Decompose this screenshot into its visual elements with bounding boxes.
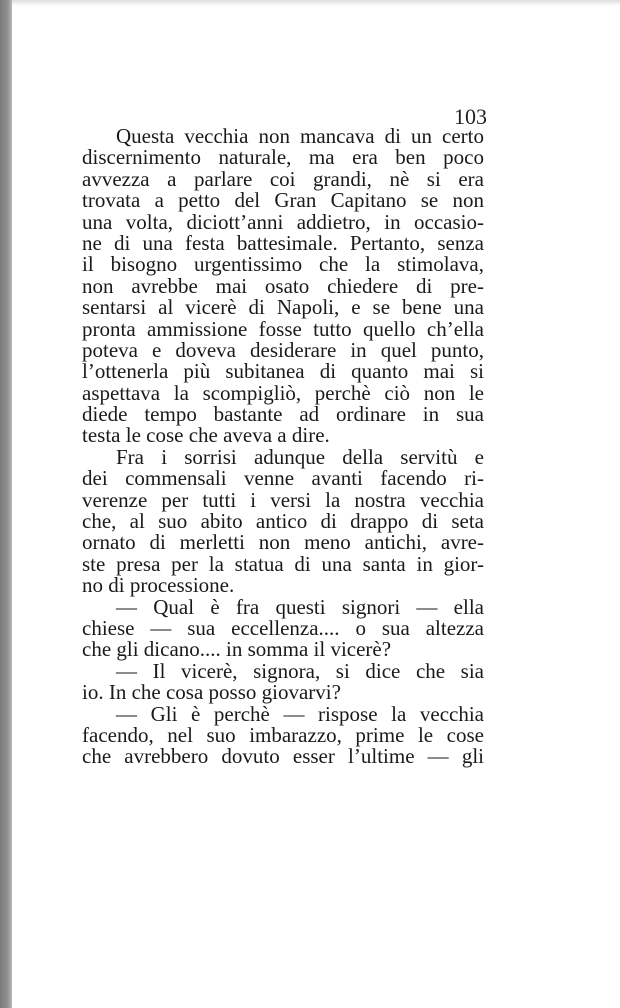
text-line: io. In che cosa posso giovarvi? (82, 680, 341, 705)
text-line: chiese — sua eccellenza.... o sua altezza (82, 615, 484, 640)
text-line: sentarsi al vicerè di Napoli, e se bene una (82, 295, 484, 320)
text-line: — Gli è perchè — rispose la vecchia (116, 701, 484, 726)
text-line: Fra i sorrisi adunque della servitù e (116, 444, 484, 469)
text-line: ne di una festa battesimale. Pertanto, senza (82, 230, 484, 255)
text-line: — Il vicerè, signora, si dice che sia (116, 658, 484, 683)
text-line: trovata a petto del Gran Capitano se non (82, 188, 484, 213)
text-line: no di processione. (82, 573, 235, 598)
text-line: che, al suo abito antico di drappo di seta (82, 509, 484, 534)
text-line: testa le cose che aveva a dire. (82, 423, 330, 448)
body-text (82, 126, 484, 768)
text-line: Questa vecchia non mancava di un certo (116, 124, 484, 148)
text-line: che gli dicano.... in somma il vicerè? (82, 637, 392, 662)
text-line: non avrebbe mai osato chiedere di pre- (82, 273, 484, 298)
text-line: pronta ammissione fosse tutto quello ch’ella (82, 316, 484, 341)
text-line: verenze per tutti i versi la nostra vecchia (82, 487, 484, 512)
text-line: diede tempo bastante ad ordinare in sua (82, 402, 484, 427)
text-line: avvezza a parlare coi grandi, nè si era (82, 166, 484, 191)
text-line: facendo, nel suo imbarazzo, prime le cose (82, 722, 484, 747)
page-top-edge (12, 0, 620, 6)
text-line: dei commensali venne avanti facendo ri- (82, 466, 484, 491)
text-line: l’ottenerla più subitanea di quanto mai si (82, 359, 484, 384)
text-line: il bisogno urgentissimo che la stimolava, (82, 252, 484, 277)
page-number: 103 (454, 104, 487, 129)
page-binding-edge (0, 0, 12, 1008)
text-line: — Qual è fra questi signori — ella (116, 594, 484, 619)
text-line: ste presa per la statua di una santa in gior- (82, 551, 484, 576)
text-line: una volta, diciott’anni addietro, in occasio- (82, 209, 484, 234)
text-line: che avrebbero dovuto esser l’ultime — gli (82, 744, 484, 769)
text-line: poteva e doveva desiderare in quel punto, (82, 337, 484, 362)
text-line: aspettava la scompigliò, perchè ciò non le (82, 380, 484, 405)
text-line: ornato di merletti non meno antichi, avre- (82, 530, 484, 555)
text-line: discernimento naturale, ma era ben poco (82, 145, 484, 170)
